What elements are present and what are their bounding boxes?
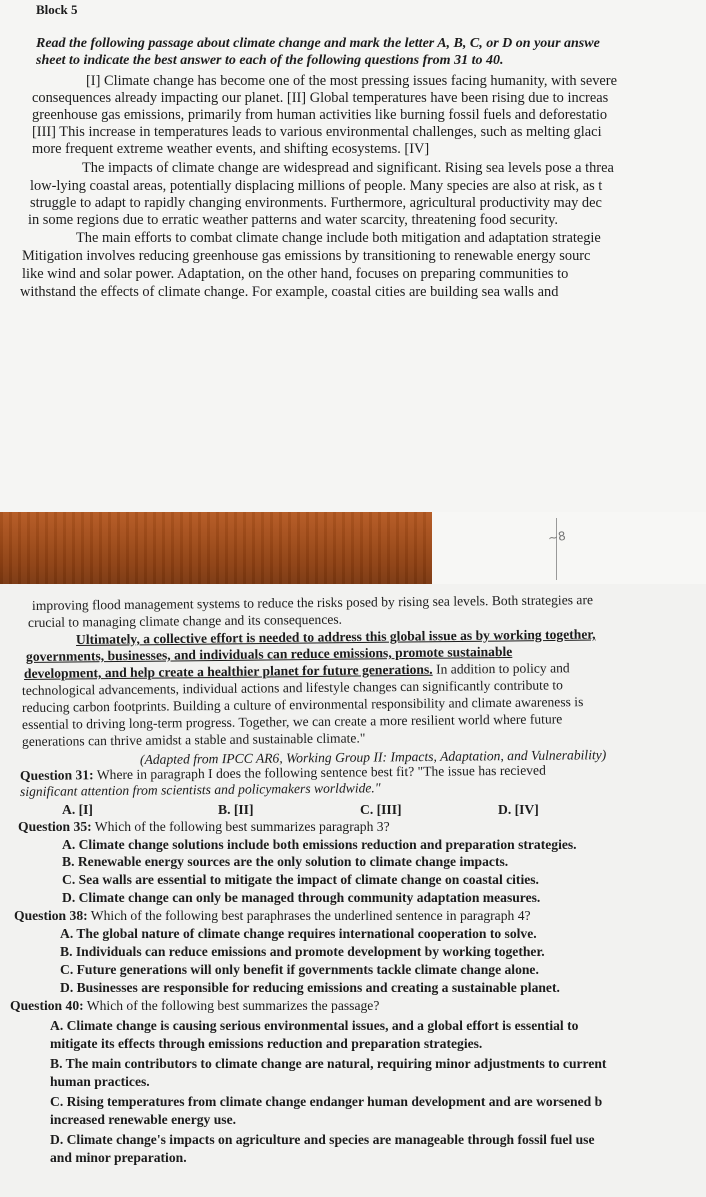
option-d[interactable]: D. Climate change can only be managed through community adaptation measures.	[62, 890, 541, 905]
question-text: Which of the following best paraphrases the underlined sentence in paragraph 4?	[87, 908, 531, 923]
passage-line: like wind and solar power. Adaptation, on the other hand, focuses on preparing communities to	[22, 266, 569, 282]
question-31-stem-cont: significant attention from scientists and policymakers worldwide."	[19, 780, 381, 799]
passage-line: improving flood management systems to reduce the risks posed by rising sea levels. Both strategies are	[31, 592, 594, 613]
pencil-line	[556, 518, 557, 580]
passage-line: withstand the effects of climate change. For example, coastal cities are building sea walls and	[20, 284, 559, 300]
question-text: Where in paragraph I does the following sentence best fit? "The issue has recieved	[93, 762, 546, 783]
underlined-sentence-end: development, and help create a healthier planet for future generations.	[23, 661, 433, 681]
option-b-cont[interactable]: human practices.	[50, 1074, 150, 1089]
question-label: Question 38:	[14, 908, 88, 923]
option-c[interactable]: C. Sea walls are essential to mitigate the impact of climate change on coastal cities.	[62, 872, 539, 887]
passage-line: in some regions due to erratic weather patterns and water scarcity, threatening food security.	[28, 212, 558, 228]
option-b[interactable]: B. Renewable energy sources are the only solution to climate change impacts.	[62, 854, 509, 869]
question-label: Question 40:	[10, 998, 84, 1013]
passage-line: [I] Climate change has become one of the most pressing issues facing humanity, with severe	[86, 73, 617, 89]
passage-line: The main efforts to combat climate change include both mitigation and adaptation strategie	[76, 230, 601, 246]
question-40-stem	[10, 998, 379, 1014]
passage-line: reducing carbon footprints. Building a culture of environmental responsibility and climate awareness is	[21, 694, 584, 715]
source-citation: (Adapted from IPCC AR6, Working Group II: Impacts, Adaptation, and Vulnerability)	[139, 747, 607, 767]
passage-line: struggle to adapt to rapidly changing environments. Furthermore, agricultural productivity may dec	[30, 195, 602, 211]
option-d[interactable]: D. Climate change's impacts on agriculture and species are manageable through fossil fuel use	[50, 1132, 595, 1147]
option-c[interactable]: C. Future generations will only benefit if governments tackle climate change alone.	[60, 962, 539, 977]
option-b[interactable]: B. The main contributors to climate change are natural, requiring minor adjustments to current	[50, 1056, 607, 1071]
passage-continuation: In addition to policy and	[432, 660, 570, 677]
option-c[interactable]: C. Rising temperatures from climate change endanger human development and are worsened b	[50, 1094, 603, 1109]
passage-line: The impacts of climate change are widespread and significant. Rising sea levels pose a threa	[82, 160, 614, 176]
passage-line: essential to driving long-term progress. Together, we can create a more resilient world where future	[21, 711, 563, 732]
option-a-cont[interactable]: mitigate its effects through emissions reduction and preparation strategies.	[50, 1036, 483, 1051]
instruction-line-2: sheet to indicate the best answer to each of the following questions from 31 to 40.	[36, 53, 504, 68]
passage-line: consequences already impacting our planet. [II] Global temperatures have been rising due to increas	[32, 90, 609, 106]
question-label: Question 35:	[18, 819, 92, 834]
passage-line: [III] This increase in temperatures leads to various environmental challenges, such as melting glaci	[32, 124, 602, 140]
passage-line: Mitigation involves reducing greenhouse gas emissions by transitioning to renewable energy sourc	[22, 248, 591, 264]
option-b[interactable]: B. [II]	[218, 802, 254, 817]
question-38-stem	[14, 908, 531, 924]
option-a[interactable]: A. [I]	[62, 802, 93, 817]
instruction-line-1: Read the following passage about climate change and mark the letter A, B, C, or D on your answe	[36, 36, 600, 51]
passage-line: more frequent extreme weather events, and shifting ecosystems. [IV]	[32, 141, 430, 157]
passage-line: crucial to managing climate change and its consequences.	[27, 611, 343, 630]
option-d[interactable]: D. [IV]	[498, 802, 539, 817]
underlined-sentence-line: Ultimately, a collective effort is needed to address this global issue as by working together,	[75, 626, 596, 647]
option-a[interactable]: A. Climate change solutions include both emissions reduction and preparation strategies.	[62, 837, 577, 852]
question-text: Which of the following best summarizes the passage?	[83, 998, 380, 1013]
passage-line: technological advancements, individual actions and lifestyle changes can significantly contribute to	[21, 677, 563, 698]
option-d-cont[interactable]: and minor preparation.	[50, 1150, 187, 1165]
option-c[interactable]: C. [III]	[360, 802, 402, 817]
option-a[interactable]: A. The global nature of climate change requires international cooperation to solve.	[60, 926, 537, 941]
passage-line: generations can thrive amidst a stable and sustainable climate."	[21, 730, 366, 749]
block-title: Block 5	[36, 2, 78, 17]
passage-line: low-lying coastal areas, potentially displacing millions of people. Many species are also at risk, as t	[30, 178, 603, 194]
page-bottom	[0, 584, 706, 1197]
handwritten-mark: ~8	[547, 528, 567, 546]
page-edge	[432, 512, 706, 584]
question-label: Question 31:	[19, 767, 94, 783]
option-c-cont[interactable]: increased renewable energy use.	[50, 1112, 237, 1127]
underlined-sentence-line: governments, businesses, and individuals can reduce emissions, promote sustainable	[25, 643, 513, 664]
question-35-stem	[18, 819, 390, 835]
wooden-surface	[0, 512, 432, 584]
option-d[interactable]: D. Businesses are responsible for reducing emissions and creating a sustainable planet.	[60, 980, 560, 995]
question-text: Which of the following best summarizes paragraph 3?	[91, 819, 390, 834]
passage-line: greenhouse gas emissions, primarily from human activities like burning fossil fuels and deforestatio	[32, 107, 608, 123]
option-b[interactable]: B. Individuals can reduce emissions and promote development by working together.	[60, 944, 545, 959]
option-a[interactable]: A. Climate change is causing serious environmental issues, and a global effort is essential to	[50, 1018, 579, 1033]
page-top	[0, 0, 706, 512]
